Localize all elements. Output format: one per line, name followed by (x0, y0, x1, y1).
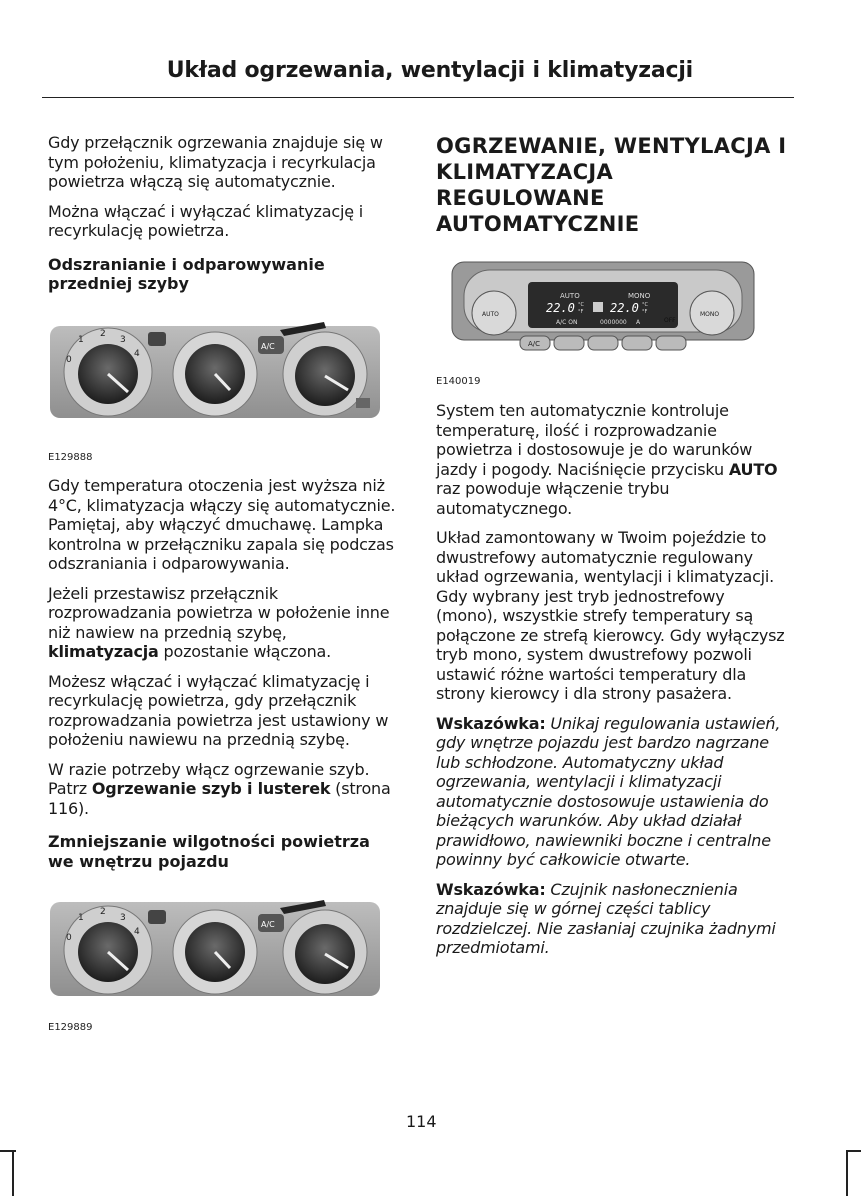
subheading-defrost: Odszranianie i odparowywanie przedniej szyby (48, 254, 325, 293)
paragraph (48, 760, 400, 819)
note-label: Wskazówka: (436, 713, 546, 733)
unit-c: °C (578, 302, 584, 308)
paragraph (436, 401, 788, 518)
recirculation-panel-button (656, 336, 686, 350)
header-divider (42, 97, 794, 98)
crop-mark (12, 1150, 14, 1196)
crop-mark (0, 1150, 16, 1152)
recirculation-button (148, 332, 166, 346)
crop-mark (846, 1150, 848, 1196)
left-column-top (48, 133, 400, 294)
ac-button-label: A/C (261, 920, 275, 929)
figure-code: E129889 (48, 1022, 93, 1033)
text-span: raz powoduje włączenie trybu automatycznego. (436, 479, 670, 518)
paragraph: Można włączać i wyłączać klimatyzację i recyrkulację powietrza. (48, 201, 363, 240)
dial-label: 4 (134, 927, 140, 937)
paragraph: Gdy przełącznik ogrzewania znajduje się w tym położeniu, klimatyzacja i recyrkulacja powietrza włączą się automatycznie. (48, 133, 383, 191)
text-span: W razie potrzeby włącz ogrzewanie szyb. Patrz (48, 759, 370, 798)
paragraph (48, 584, 400, 662)
dial-label: 2 (100, 907, 106, 917)
fan-icon (593, 302, 603, 312)
figure-controls-defrost (48, 322, 382, 422)
bold-term: AUTO (728, 459, 778, 479)
ac-button-label: A/C (261, 342, 275, 351)
unit-f: °F (578, 309, 584, 315)
paragraph: Gdy temperatura otoczenia jest wyższa niż 4°C, klimatyzacja włączy się automatycznie. Pamiętaj, aby włączyć dmuchawę. Lampka kontrolna w przełączniku zapala się podczas odszraniania i odparowywania. (48, 476, 396, 573)
text-span: pozostanie włączona. (158, 642, 332, 661)
face-vent-button (588, 336, 618, 350)
auto-knob-label: AUTO (482, 311, 499, 318)
defrost-icon (356, 398, 370, 408)
section-title: OGRZEWANIE, WENTYLACJA I KLIMATYZACJA REGULOWANE AUTOMATYCZNIE (436, 134, 787, 236)
dial-label: 3 (120, 913, 126, 923)
note-paragraph (436, 714, 788, 870)
note-paragraph (436, 880, 788, 958)
display-ac-on: A/C ON (556, 319, 578, 326)
dial-label: 1 (78, 913, 84, 923)
dial-label: 0 (66, 933, 72, 943)
ac-panel-button-label: A/C (528, 340, 541, 348)
paragraph: Układ zamontowany w Twoim pojeździe to dwustrefowy automatycznie regulowany układ ogrzewania, wentylacji i klimatyzacji. Gdy wybrany jest tryb jednostrefowy (mono), wszystkie strefy temperatury są połączone ze strefą kierowcy. Gdy wyłączysz tryb mono, system dwustrefowy pozwoli ustawić różne wartości temperatury dla strony kierowcy i dla strony pasażera. (436, 528, 785, 703)
figure-code: E129888 (48, 452, 93, 463)
dial-label: 0 (66, 355, 72, 365)
off-label: OFF (664, 317, 676, 324)
display-fan-digits: 0000000 (600, 319, 627, 326)
display-a-label: A (636, 319, 641, 326)
right-column-top (436, 133, 788, 237)
footwell-button (554, 336, 584, 350)
note-text: Czujnik nasłonecznienia znajduje się w górnej części tablicy rozdzielczej. Nie zasłaniaj czujnika żadnymi przedmiotami. (436, 879, 776, 957)
figure-automatic-panel (450, 260, 756, 354)
dial-label: 4 (134, 349, 140, 359)
text-span: Jeżeli przestawisz przełącznik rozprowadzania powietrza w położenie inne niż nawiew na przednią szybę, (48, 583, 390, 642)
paragraph: Możesz włączać i wyłączać klimatyzację i recyrkulację powietrza, gdy przełącznik rozprowadzania powietrza jest ustawiony w położeniu nawiewu na przednią szybę. (48, 671, 389, 749)
unit-c: °C (642, 302, 648, 308)
subheading-dehumidify: Zmniejszanie wilgotności powietrza we wnętrzu pojazdu (48, 832, 370, 871)
dial-label: 3 (120, 335, 126, 345)
dial-label: 1 (78, 335, 84, 345)
bold-term: klimatyzacja (48, 642, 159, 661)
figure-controls-dehumidify (48, 896, 382, 1000)
display-temp-left: 22.0 (546, 301, 575, 315)
page-number: 114 (406, 1112, 437, 1131)
mono-knob-label: MONO (700, 311, 720, 318)
recirculation-button (148, 910, 166, 924)
left-column-middle (48, 476, 400, 871)
text-span: (strona 116). (48, 779, 391, 818)
crop-mark (846, 1150, 861, 1152)
page-header-title: Układ ogrzewania, wentylacji i klimatyzacji (166, 58, 693, 83)
text-span: System ten automatycznie kontroluje temperaturę, ilość i rozprowadzanie powietrza i dostosowuje je do warunków jazdy i pogody. Naciśnięcie przycisku (436, 401, 753, 479)
unit-f: °F (642, 309, 648, 315)
figure-code: E140019 (436, 376, 481, 387)
display-auto-label: AUTO (560, 292, 580, 300)
windscreen-button (622, 336, 652, 350)
display-temp-right: 22.0 (610, 301, 639, 315)
note-text: Unikaj regulowania ustawień, gdy wnętrze pojazdu jest bardzo nagrzane lub schłodzone. Automatyczny układ ogrzewania, wentylacji i klimatyzacji automatycznie dostosowuje ustawienia do bieżących warunków. Aby układ działał prawidłowo, nawiewniki boczne i centralne powinny być całkowicie otwarte. (436, 713, 781, 869)
display-mono-label: MONO (628, 292, 651, 300)
note-label: Wskazówka: (436, 879, 546, 899)
right-column-body (436, 401, 788, 968)
dial-label: 2 (100, 329, 106, 339)
cross-reference-link[interactable]: Ogrzewanie szyb i lusterek (91, 779, 331, 798)
